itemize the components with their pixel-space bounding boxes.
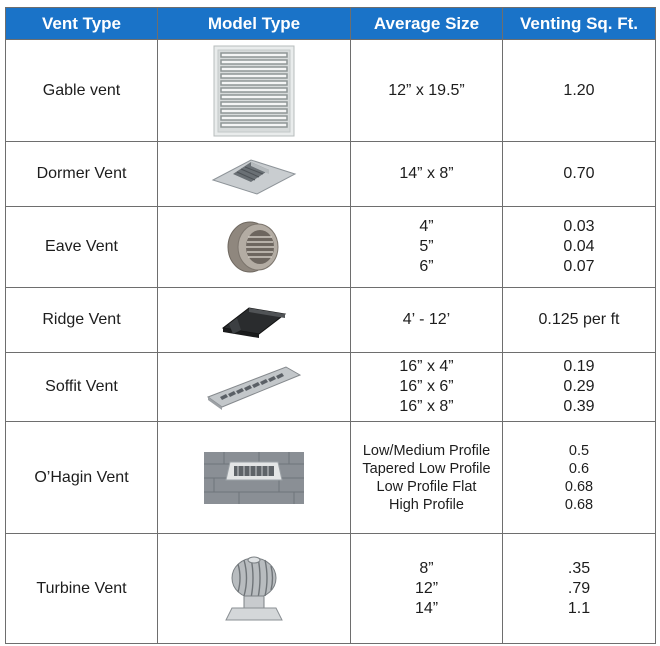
size-value: High Profile [389,496,464,513]
size-value: 14” [414,599,439,617]
model-image-cell [158,40,351,142]
table-row [6,207,656,288]
vent-type-cell: Turbine Vent [6,534,158,644]
venting-value: 1.20 [563,81,595,99]
venting-value: 0.07 [563,258,595,275]
model-image-cell [158,142,351,207]
venting-value: 0.5 [568,442,590,459]
table-row [6,288,656,353]
vent-table [5,7,656,644]
header-venting-sq-ft: Venting Sq. Ft. [503,8,656,40]
model-image-cell [158,288,351,353]
vent-type-cell: Eave Vent [6,207,158,288]
venting-cell [503,142,656,207]
header-row [6,8,656,40]
ridge-vent-image [219,300,289,340]
size-value: 16” x 8” [399,398,454,415]
venting-value: 0.39 [563,398,595,415]
venting-cell [503,534,656,644]
size-value: Low Profile Flat [376,478,477,495]
size-value: 6” [419,258,434,275]
vent-type-cell: Ridge Vent [6,288,158,353]
ohagin-vent-image [204,452,304,504]
venting-value: 0.29 [563,378,595,395]
average-size-cell [351,40,503,142]
venting-value: .79 [567,579,591,597]
average-size-cell [351,353,503,422]
size-value: Low/Medium Profile [362,442,491,459]
venting-value: 0.68 [564,478,594,495]
vent-type-cell: Dormer Vent [6,142,158,207]
average-size-cell [351,534,503,644]
average-size-cell [351,142,503,207]
size-value: 8” [419,559,434,577]
average-size-cell [351,207,503,288]
vent-type-cell: Soffit Vent [6,353,158,422]
venting-value: 0.70 [563,165,595,182]
size-value: 12” [414,579,439,597]
venting-cell [503,353,656,422]
size-value: 5” [419,238,434,255]
header-vent-type: Vent Type [6,8,158,40]
venting-value: 0.03 [563,218,595,235]
venting-value: 0.6 [568,460,590,477]
model-image-cell [158,534,351,644]
venting-value: 0.19 [563,358,595,375]
size-value: 4’ - 12’ [402,311,451,328]
size-value: 16” x 4” [399,358,454,375]
size-value: Tapered Low Profile [362,460,491,477]
venting-cell [503,40,656,142]
average-size-cell [351,422,503,534]
model-image-cell [158,207,351,288]
table-row [6,353,656,422]
venting-value: 0.68 [564,496,594,513]
gable-vent-image [213,45,295,137]
size-value: 4” [419,218,434,235]
turbine-vent-image [224,554,284,624]
table-row [6,142,656,207]
eave-vent-image [224,219,284,275]
header-model-type: Model Type [158,8,351,40]
dormer-vent-image [211,152,297,196]
size-value: 12” x 19.5” [388,81,465,99]
vent-type-cell: O’Hagin Vent [6,422,158,534]
soffit-vent-image [206,363,302,411]
size-value: 16” x 6” [399,378,454,395]
venting-cell [503,288,656,353]
model-image-cell [158,422,351,534]
venting-cell [503,207,656,288]
venting-value: 0.125 per ft [538,311,620,328]
model-image-cell [158,353,351,422]
venting-value: 0.04 [563,238,595,255]
vent-type-cell: Gable vent [6,40,158,142]
venting-value: .35 [567,559,591,577]
average-size-cell [351,288,503,353]
table-row [6,40,656,142]
table-row [6,422,656,534]
table-row [6,534,656,644]
size-value: 14” x 8” [399,165,454,182]
header-average-size: Average Size [351,8,503,40]
venting-cell [503,422,656,534]
venting-value: 1.1 [567,599,591,617]
